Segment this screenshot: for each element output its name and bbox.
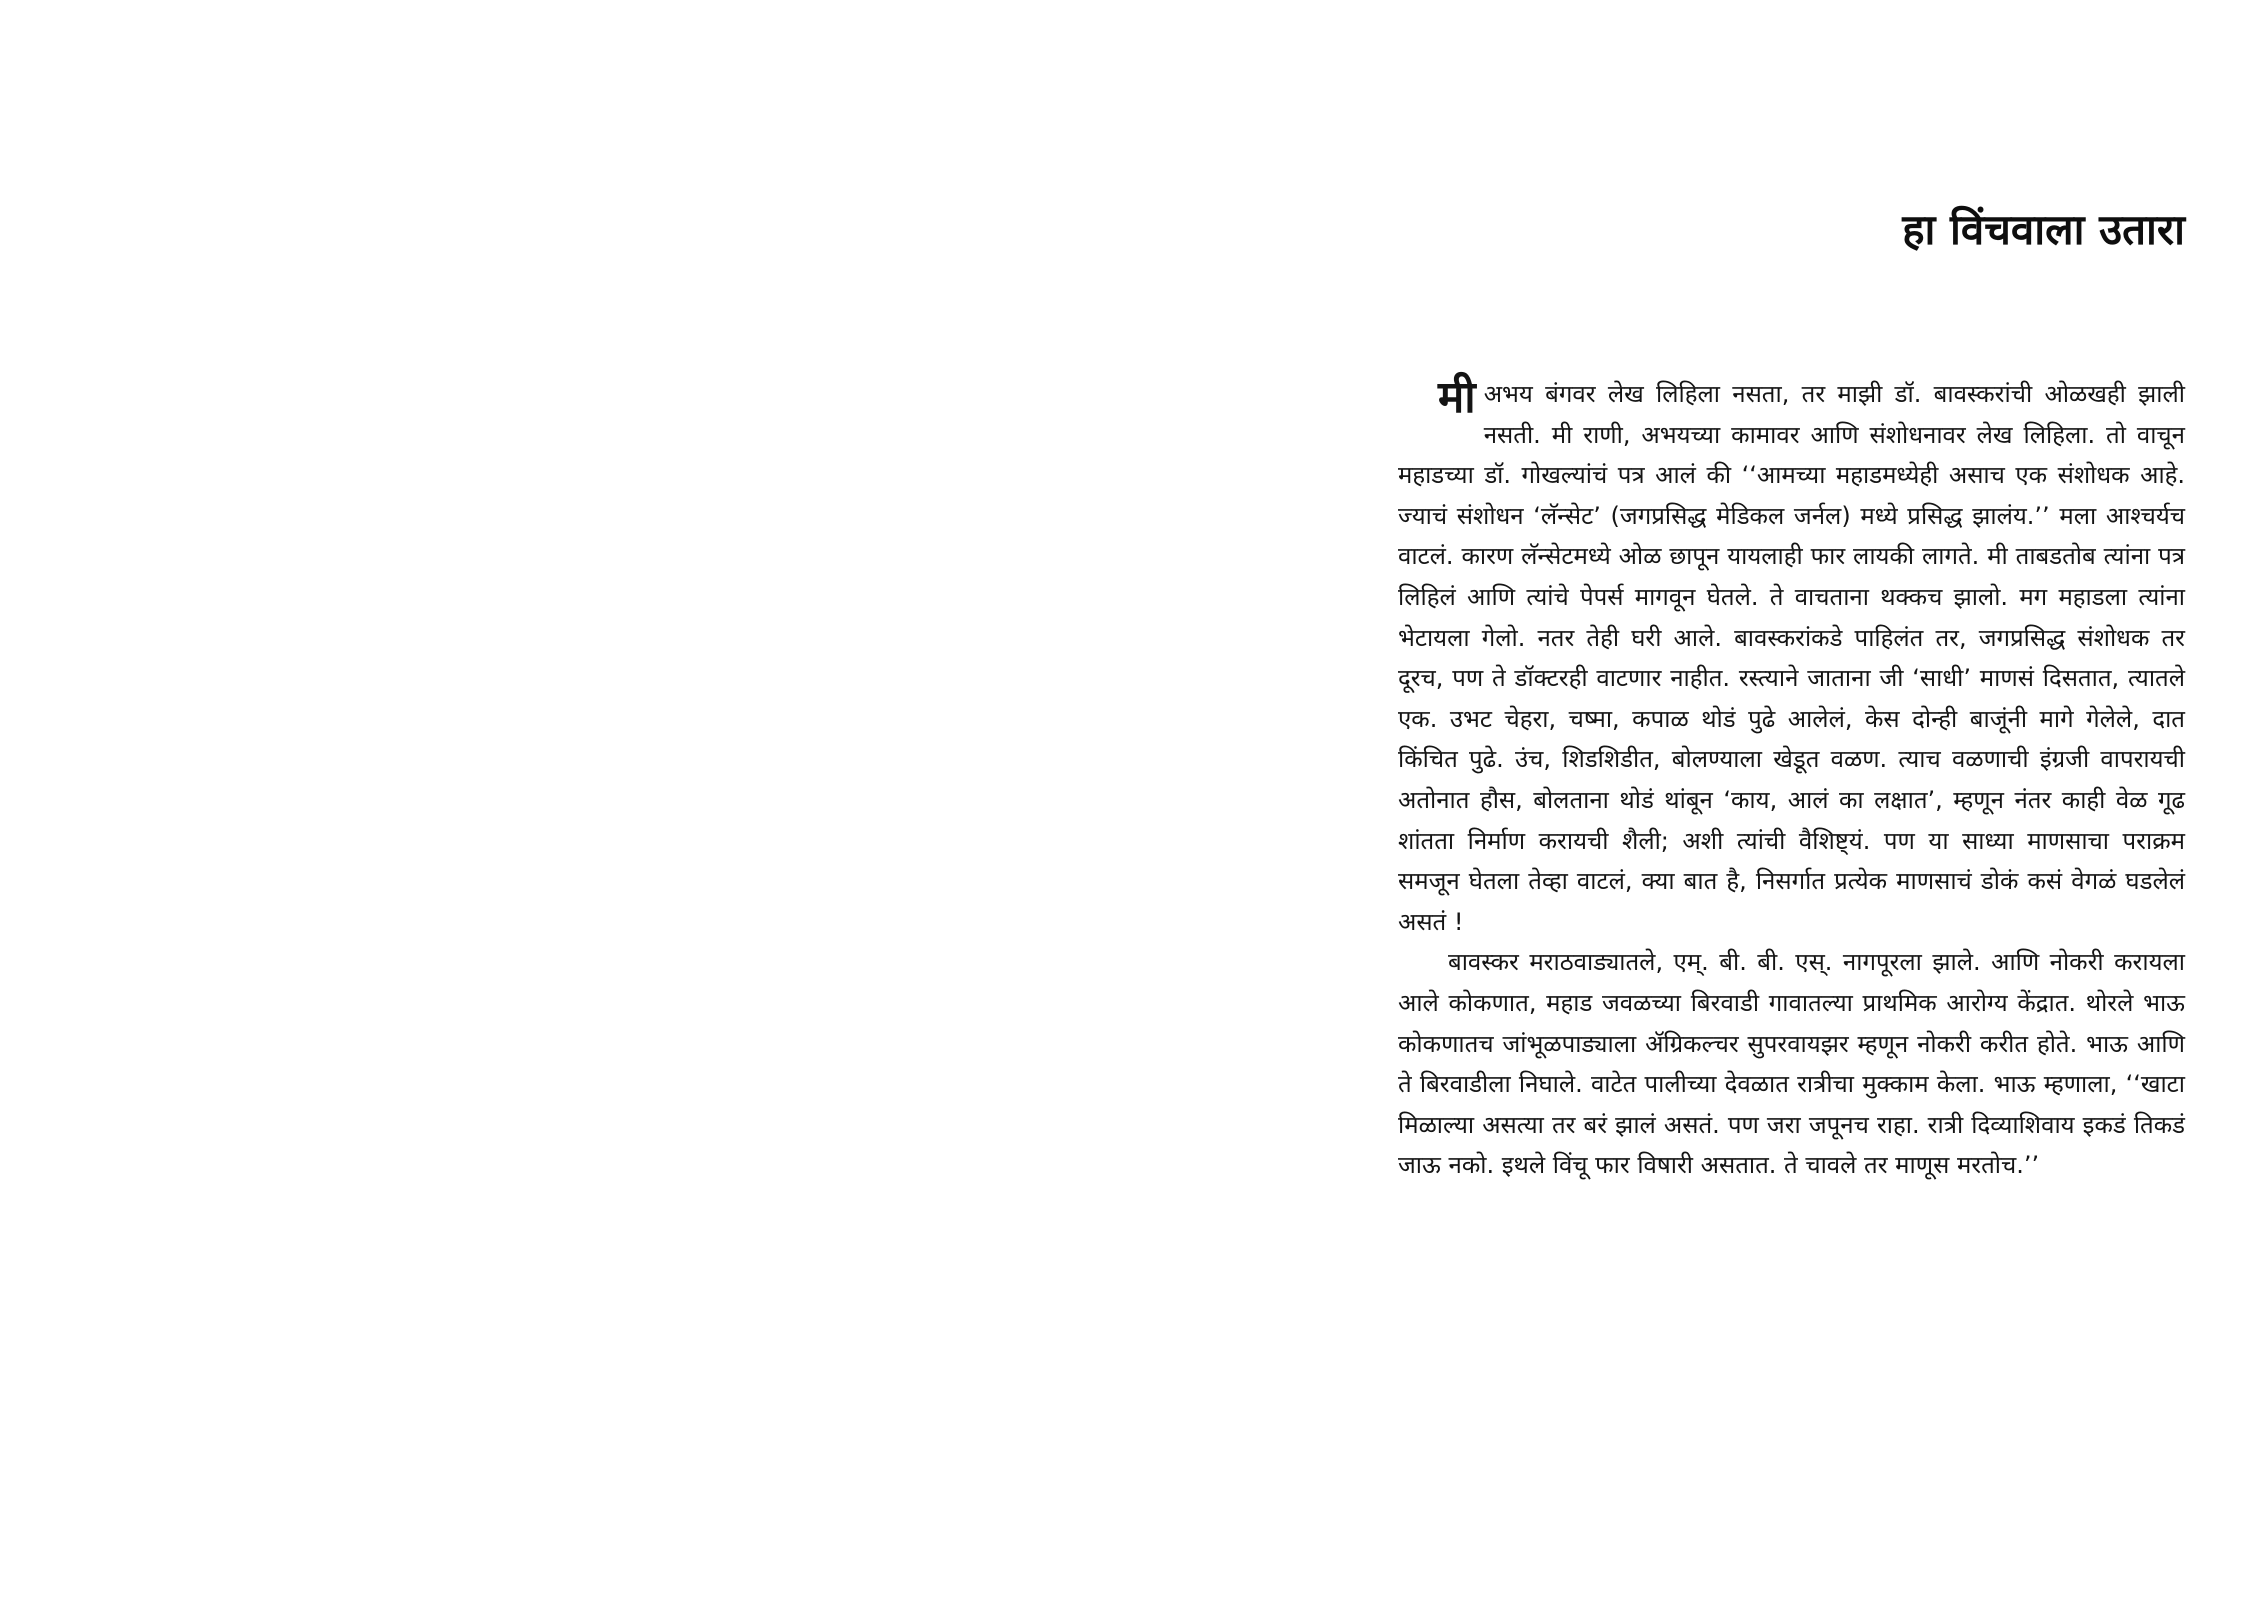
paragraph-1-text: अभय बंगवर लेख लिहिला नसता, तर माझी डॉ. बावस्करांची ओळखही झाली नसती. मी राणी, अभयच्या कामावर आणि संशोधनावर लेख लिहिला. तो वाचून महाडच्या डॉ. गोखल्यांचं पत्र आलं की ‘‘आमच्या महाडमध्येही असाच एक संशोधक आहे. ज्याचं संशोधन ‘लॅन्सेट’ (जगप्रसिद्ध मेडिकल जर्नल) मध्ये प्रसिद्ध झालंय.’’ मला आश्चर्यच वाटलं. कारण लॅन्सेटमध्ये ओळ छापून यायलाही फार लायकी लागते. मी ताबडतोब त्यांना पत्र लिहिलं आणि त्यांचे पेपर्स मागवून घेतले. ते वाचताना थक्कच झालो. मग महाडला त्यांना भेटायला गेलो. नतर तेही घरी आले. बावस्करांकडे पाहिलंत तर, जगप्रसिद्ध संशोधक तर दूरच, पण ते डॉक्टरही वाटणार नाहीत. रस्त्याने जाताना जी ‘साधी’ माणसं दिसतात, त्यातले एक. उभट चेहरा, चष्मा, कपाळ थोडं पुढे आलेलं, केस दोन्ही बाजूंनी मागे गेलेले, दात किंचित पुढे. उंच, शिडशिडीत, बोलण्याला खेडूत वळण. त्याच वळणाची इंग्रजी वापरायची अतोनात हौस, बोलताना थोडं थांबून ‘काय, आलं का लक्षात’, म्हणून नंतर काही वेळ गूढ शांतता निर्माण करायची शैली; अशी त्यांची वैशिष्ट्यं. पण या साध्या माणसाचा पराक्रम समजून घेतला तेव्हा वाटलं, क्या बात है, निसर्गात प्रत्येक माणसाचं डोकं कसं वेगळं घडलेलं असतं ! bbox=[1398, 380, 2185, 936]
paragraph-1 bbox=[1398, 374, 2185, 942]
article-body bbox=[1398, 374, 2185, 1186]
paragraph-2-text: बावस्कर मराठवाड्यातले, एम्. बी. बी. एस्. नागपूरला झाले. आणि नोकरी करायला आले कोकणात, महाड जवळच्या बिरवाडी गावातल्या प्राथमिक आरोग्य केंद्रात. थोरले भाऊ कोकणातच जांभूळपाड्याला ॲग्रिकल्चर सुपरवायझर म्हणून नोकरी करीत होते. भाऊ आणि ते बिरवाडीला निघाले. वाटेत पालीच्या देवळात रात्रीचा मुक्काम केला. भाऊ म्हणाला, ‘‘खाटा मिळाल्या असत्या तर बरं झालं असतं. पण जरा जपूनच राहा. रात्री दिव्याशिवाय इकडं तिकडं जाऊ नको. इथले विंचू फार विषारी असतात. ते चावले तर माणूस मरतोच.’’ bbox=[1398, 948, 2185, 1180]
chapter-title: हा विंचवाला उतारा bbox=[1902, 205, 2185, 254]
drop-cap: मी bbox=[1438, 372, 1476, 423]
paragraph-2 bbox=[1398, 942, 2185, 1186]
